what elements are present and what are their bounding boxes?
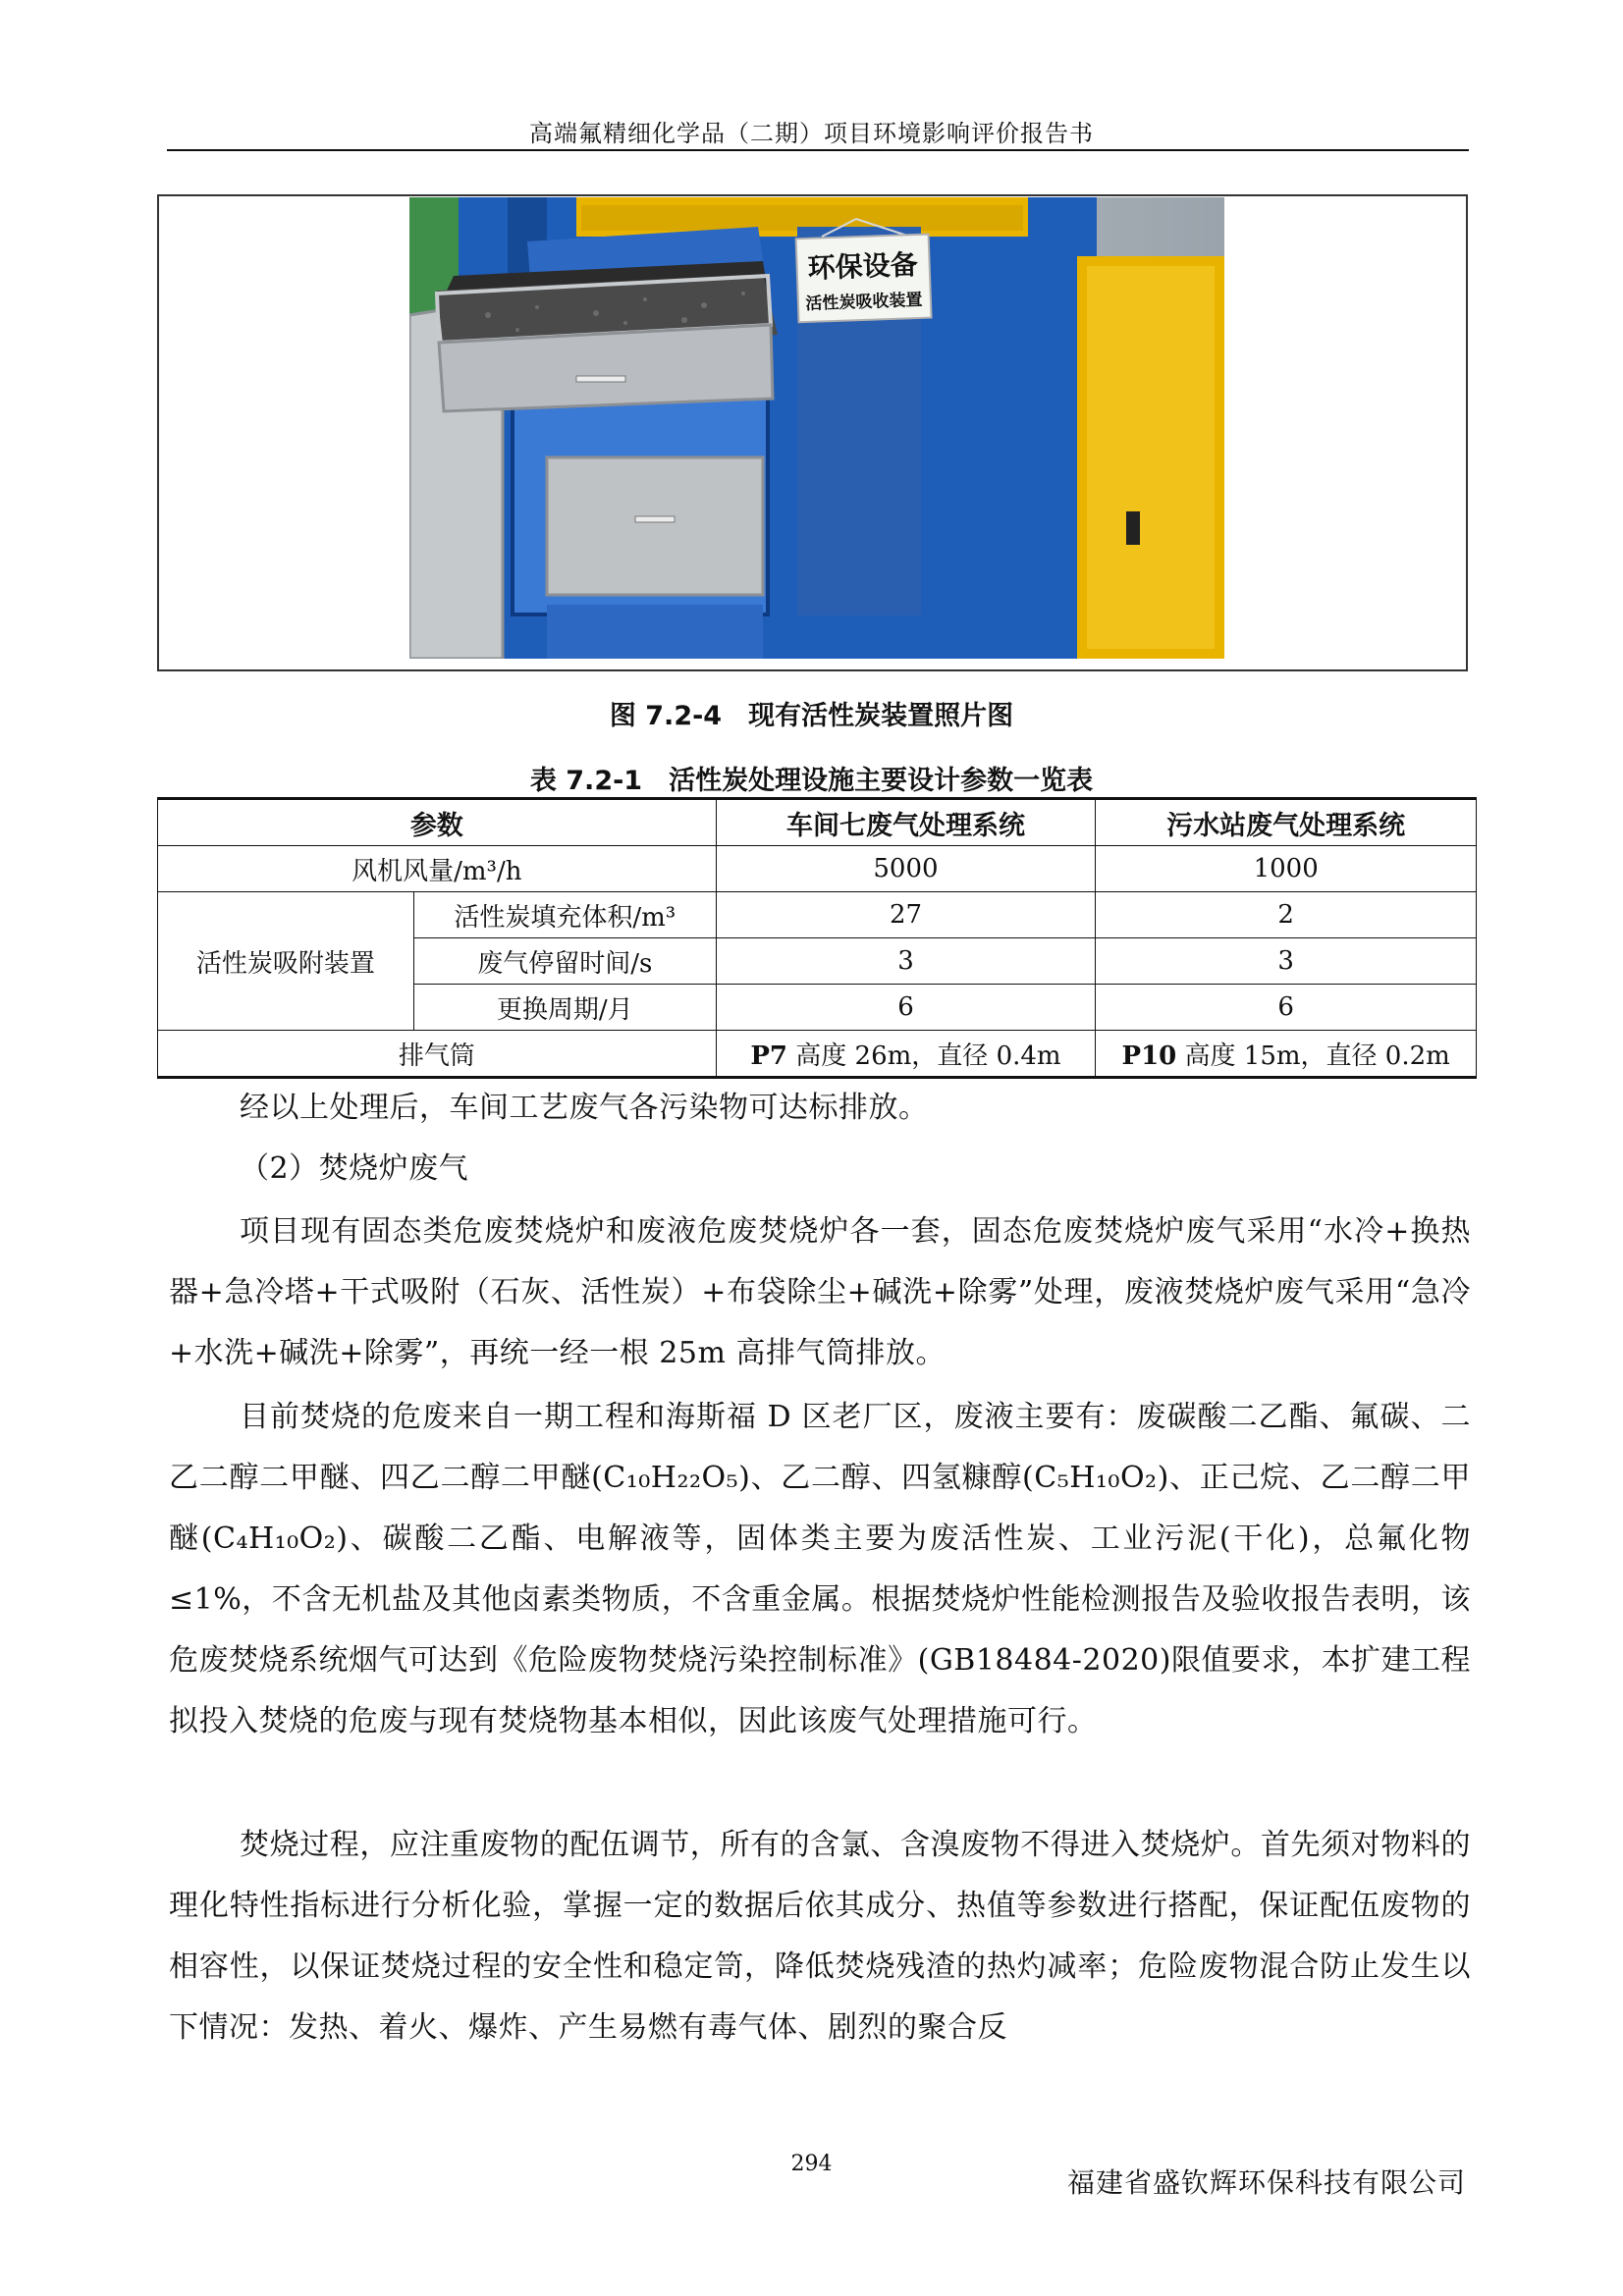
table-caption: 表 7.2-1 活性炭处理设施主要设计参数一览表: [529, 766, 1094, 796]
footer-company: 福建省盛钦辉环保科技有限公司: [1066, 2166, 1466, 2199]
sub-row-label: 废气停留时间/s: [413, 938, 716, 985]
after-table-text: 经以上处理后，车间工艺废气各污染物可达标排放。: [240, 1091, 929, 1125]
stack-label: 排气筒: [158, 1031, 717, 1078]
stack-id: P10: [1121, 1041, 1177, 1071]
eco-sign-subtitle: 活性炭吸收装置: [805, 290, 923, 314]
paragraph-incineration-process: [169, 1815, 1471, 2058]
fan-label: 风机风量/m³/h: [158, 846, 717, 892]
sub-row-value: 6: [716, 985, 1096, 1031]
stack-spec: 高度 15m，直径 0.2m: [1176, 1041, 1450, 1071]
photo-illustration: [409, 197, 1224, 659]
lower-drawer-handle: [635, 516, 675, 522]
group-label: 活性炭吸附装置: [158, 892, 414, 1031]
sub-row-label: 更换周期/月: [413, 985, 716, 1031]
page-number: 294: [790, 2152, 833, 2176]
design-parameter-table: [157, 797, 1477, 1079]
fan-value-wastewater: 1000: [1096, 846, 1477, 892]
sub-row-value: 3: [1096, 938, 1477, 985]
figure-caption: 图 7.2-4 现有活性炭装置照片图: [609, 701, 1014, 731]
sub-row-value: 2: [1096, 892, 1477, 938]
drawer-handle: [576, 376, 625, 382]
yellow-door-inset: [1087, 266, 1215, 649]
stack-wastewater: [1096, 1031, 1477, 1078]
eco-sign-title: 环保设备: [807, 247, 919, 285]
table-row: [158, 1031, 1477, 1078]
header-parameter: 参数: [158, 799, 717, 846]
page-header-title: 高端氟精细化学品（二期）项目环境影响评价报告书: [529, 120, 1094, 147]
stack-spec: 高度 26m，直径 0.4m: [787, 1041, 1061, 1071]
incinerator-heading: （2）焚烧炉废气: [240, 1151, 469, 1186]
door-hinge: [1126, 511, 1140, 545]
lower-drawer: [547, 457, 763, 595]
after-table-paragraph: [169, 1078, 1471, 1139]
activated-carbon-device-photo: [409, 197, 1224, 659]
cabinet-base: [547, 605, 763, 659]
fan-value-workshop7: 5000: [716, 846, 1096, 892]
sub-row-value: 27: [716, 892, 1096, 938]
incinerator-heading-block: [169, 1139, 1471, 1200]
header-wastewater: 污水站废气处理系统: [1096, 799, 1477, 846]
header-workshop7: 车间七废气处理系统: [716, 799, 1096, 846]
table-header-row: [158, 799, 1477, 846]
paragraph-incinerator-system: [169, 1201, 1471, 1384]
header-rule: [167, 149, 1469, 151]
sub-row-value: 6: [1096, 985, 1477, 1031]
stack-id: P7: [750, 1041, 788, 1071]
stack-workshop7: [716, 1031, 1096, 1078]
paragraph-text: 项目现有固态类危废焚烧炉和废液危废焚烧炉各一套，固态危废焚烧炉废气采用“水冷+换热器+急冷塔+干式吸附（石灰、活性炭）+布袋除尘+碱洗+除雾”处理，废液焚烧炉废气采用“急冷+水洗+碱洗+除雾”，再统一经一根 25m 高排气筒排放。: [169, 1214, 1471, 1370]
eco-sign: [796, 235, 932, 323]
paragraph-text: 目前焚烧的危废来自一期工程和海斯福 D 区老厂区，废液主要有：废碳酸二乙酯、氟碳、二乙二醇二甲醚、四乙二醇二甲醚(C₁₀H₂₂O₅)、乙二醇、四氢糠醇(C₅H₁₀O₂)、正己烷、乙二醇二甲醚(C₄H₁₀O₂)、碳酸二乙酯、电解液等，固体类主要为废活性炭、工业污泥(干化)，总氟化物≤1%，不含无机盐及其他卤素类物质，不含重金属。根据焚烧炉性能检测报告及验收报告表明，该危废焚烧系统烟气可达到《危险废物焚烧污染控制标准》(GB18484-2020)限值要求，本扩建工程拟投入焚烧的危废与现有焚烧物基本相似，因此该废气处理措施可行。: [169, 1400, 1471, 1738]
sub-row-value: 3: [716, 938, 1096, 985]
sub-row-label: 活性炭填充体积/m³: [413, 892, 716, 938]
paragraph-text: 焚烧过程，应注重废物的配伍调节，所有的含氯、含溴废物不得进入焚烧炉。首先须对物料的理化特性指标进行分析化验，掌握一定的数据后依其成分、热值等参数进行搭配，保证配伍废物的相容性，以保证焚烧过程的安全性和稳定笥，降低焚烧残渣的热灼减率；危险废物混合防止发生以下情况：发热、着火、爆炸、产生易燃有毒气体、剧烈的聚合反: [169, 1828, 1471, 2045]
table-row: [158, 892, 1477, 938]
paragraph-waste-sources: [169, 1387, 1471, 1752]
table-row: [158, 846, 1477, 892]
